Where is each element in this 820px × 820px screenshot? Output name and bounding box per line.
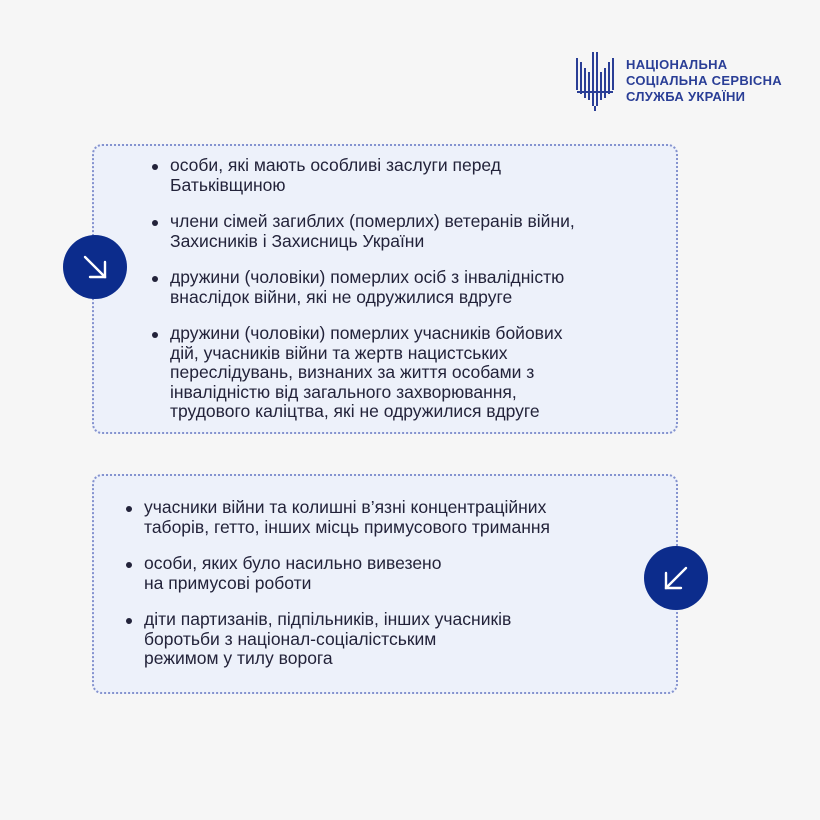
list-item-text: члени сімей загиблих (померлих) ветеранів війни, Захисників і Захисниць України bbox=[170, 211, 575, 251]
list-item bbox=[152, 212, 672, 251]
arrow-badge-2 bbox=[644, 546, 708, 610]
logo-line-1: НАЦІОНАЛЬНА bbox=[626, 57, 728, 72]
beneficiaries-card-1 bbox=[92, 144, 678, 434]
arrow-down-right-icon bbox=[78, 250, 112, 284]
beneficiaries-card-2 bbox=[92, 474, 678, 694]
list-item-text: особи, яких було насильно вивезено на примусові роботи bbox=[144, 553, 442, 593]
list-item-text: учасники війни та колишні в’язні концентраційних таборів, гетто, інших місць примусового тримання bbox=[144, 497, 551, 537]
arrow-badge-1 bbox=[63, 235, 127, 299]
organization-name bbox=[626, 57, 782, 105]
arrow-down-left-icon bbox=[659, 561, 693, 595]
list-item-text: дружини (чоловіки) померлих учасників бойових дій, учасників війни та жертв нацистських переслідувань, визнаних за життя особами з інвалідністю від загального захворювання, трудового каліцтва, які не одружилися вдруге bbox=[170, 323, 563, 421]
list-item bbox=[152, 156, 672, 195]
trident-emblem-icon bbox=[574, 50, 616, 112]
organization-logo bbox=[574, 50, 782, 112]
beneficiaries-list-2 bbox=[126, 498, 666, 686]
list-item-text: дружини (чоловіки) померлих осіб з інвалідністю внаслідок війни, які не одружилися вдруге bbox=[170, 267, 565, 307]
logo-line-2: СОЦІАЛЬНА СЕРВІСНА bbox=[626, 73, 782, 88]
list-item bbox=[152, 324, 672, 422]
list-item bbox=[126, 610, 666, 669]
list-item-text: особи, які мають особливі заслуги перед Батьківщиною bbox=[170, 155, 501, 195]
list-item bbox=[152, 268, 672, 307]
list-item bbox=[126, 498, 666, 537]
list-item-text: діти партизанів, підпільників, інших учасників боротьби з націонал-соціалістським режимом у тилу ворога bbox=[144, 609, 512, 668]
list-item bbox=[126, 554, 666, 593]
beneficiaries-list-1 bbox=[152, 156, 672, 439]
logo-line-3: СЛУЖБА УКРАЇНИ bbox=[626, 89, 746, 104]
